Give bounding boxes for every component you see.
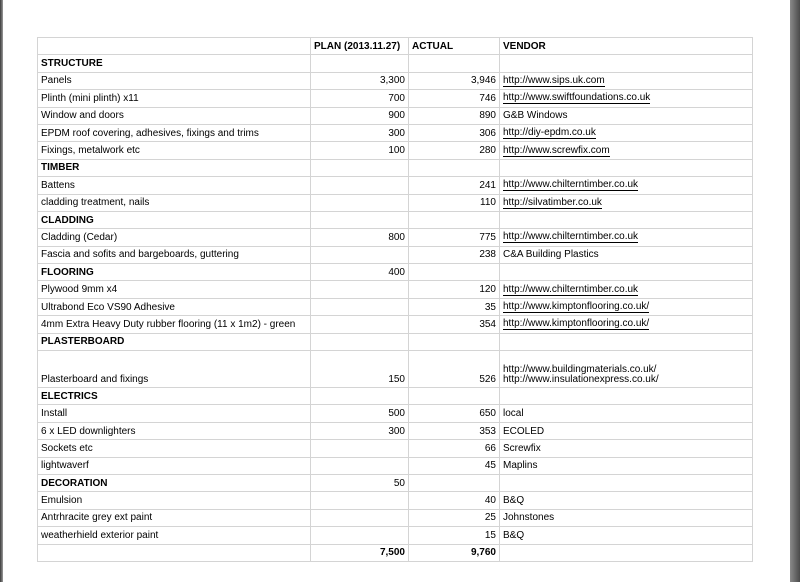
vendor-link[interactable]: http://www.sips.uk.com <box>503 74 605 86</box>
vendor-text: local <box>503 408 524 420</box>
vendor-link[interactable]: http://diy-epdm.co.uk <box>503 127 596 139</box>
item-cell[interactable]: Plinth (mini plinth) x11 <box>38 90 311 107</box>
vendor-text: G&B Windows <box>503 110 568 122</box>
section-row <box>38 388 753 405</box>
item-cell[interactable]: lightwaverf <box>38 457 311 474</box>
header-vendor[interactable]: VENDOR <box>500 38 753 55</box>
plan-cell[interactable] <box>311 440 409 457</box>
vendor-cell[interactable] <box>500 333 753 350</box>
actual-cell[interactable]: 110 <box>409 194 500 211</box>
vendor-cell[interactable] <box>500 72 753 89</box>
vendor-cell[interactable] <box>500 281 753 298</box>
plan-cell[interactable]: 700 <box>311 90 409 107</box>
vendor-cell[interactable] <box>500 544 753 561</box>
vendor-link[interactable]: http://www.kimptonflooring.co.uk/ <box>503 301 650 313</box>
plan-cell[interactable] <box>311 159 409 176</box>
table-row <box>38 142 753 159</box>
plan-cell[interactable] <box>311 527 409 544</box>
item-cell[interactable]: Window and doors <box>38 107 311 124</box>
table-row <box>38 177 753 194</box>
total-row <box>38 544 753 561</box>
plan-cell[interactable] <box>311 246 409 263</box>
actual-cell[interactable]: 45 <box>409 457 500 474</box>
actual-cell[interactable] <box>409 264 500 281</box>
vendor-cell[interactable] <box>500 177 753 194</box>
vendor-cell[interactable] <box>500 55 753 72</box>
item-cell[interactable]: Sockets etc <box>38 440 311 457</box>
vendor-text: Maplins <box>503 460 538 472</box>
actual-cell[interactable]: 35 <box>409 298 500 315</box>
item-cell[interactable]: Panels <box>38 72 311 89</box>
actual-cell[interactable]: 241 <box>409 177 500 194</box>
plan-cell[interactable]: 7,500 <box>311 544 409 561</box>
plan-cell[interactable]: 300 <box>311 124 409 141</box>
section-label-cell[interactable]: STRUCTURE <box>38 55 311 72</box>
vendor-link[interactable]: http://www.screwfix.com <box>503 144 610 156</box>
vendor-text: Screwfix <box>503 442 541 454</box>
vendor-cell[interactable] <box>500 229 753 246</box>
plan-cell[interactable] <box>311 316 409 333</box>
vendor-cell[interactable] <box>500 457 753 474</box>
vendor-text: Johnstones <box>503 512 555 524</box>
vendor-cell[interactable] <box>500 316 753 333</box>
actual-cell[interactable]: 280 <box>409 142 500 159</box>
actual-cell[interactable]: 66 <box>409 440 500 457</box>
section-label-cell[interactable]: TIMBER <box>38 159 311 176</box>
item-cell[interactable]: Battens <box>38 177 311 194</box>
vendor-cell[interactable] <box>500 527 753 544</box>
section-label-cell[interactable]: ELECTRICS <box>38 388 311 405</box>
table-row <box>38 351 753 388</box>
plan-cell[interactable]: 400 <box>311 264 409 281</box>
table-row <box>38 194 753 211</box>
section-label-cell[interactable]: PLASTERBOARD <box>38 333 311 350</box>
vendor-cell[interactable] <box>500 422 753 439</box>
actual-cell[interactable]: 3,946 <box>409 72 500 89</box>
section-row <box>38 55 753 72</box>
vendor-link[interactable]: http://www.chilterntimber.co.uk <box>503 179 639 191</box>
vendor-link[interactable]: http://www.kimptonflooring.co.uk/ <box>503 318 650 330</box>
item-cell[interactable]: Install <box>38 405 311 422</box>
item-cell[interactable]: 4mm Extra Heavy Duty rubber flooring (11 x 1m2) - green <box>38 316 311 333</box>
plan-cell[interactable] <box>311 194 409 211</box>
vendor-text-secondary: http://www.insulationexpress.co.uk/ <box>503 374 659 386</box>
actual-cell[interactable]: 9,760 <box>409 544 500 561</box>
section-row <box>38 159 753 176</box>
section-label-cell[interactable]: CLADDING <box>38 211 311 228</box>
item-cell[interactable]: Fascia and sofits and bargeboards, guttering <box>38 246 311 263</box>
vendor-cell[interactable] <box>500 298 753 315</box>
table-row <box>38 107 753 124</box>
vendor-cell[interactable] <box>500 107 753 124</box>
vendor-cell[interactable] <box>500 405 753 422</box>
plan-cell[interactable]: 3,300 <box>311 72 409 89</box>
vendor-link[interactable]: http://www.chilterntimber.co.uk <box>503 283 639 295</box>
section-row <box>38 333 753 350</box>
vendor-link[interactable]: http://www.swiftfoundations.co.uk <box>503 92 651 104</box>
header-item[interactable] <box>38 38 311 55</box>
plan-cell[interactable]: 300 <box>311 422 409 439</box>
item-cell[interactable]: Plasterboard and fixings <box>38 351 311 388</box>
plan-cell[interactable] <box>311 509 409 526</box>
vendor-cell[interactable] <box>500 194 753 211</box>
plan-cell[interactable] <box>311 55 409 72</box>
item-cell[interactable]: cladding treatment, nails <box>38 194 311 211</box>
plan-cell[interactable]: 900 <box>311 107 409 124</box>
table-row <box>38 527 753 544</box>
actual-cell[interactable]: 353 <box>409 422 500 439</box>
actual-cell[interactable]: 650 <box>409 405 500 422</box>
table-row <box>38 281 753 298</box>
section-label-cell[interactable]: FLOORING <box>38 264 311 281</box>
table-row <box>38 405 753 422</box>
item-cell[interactable]: weatherhield exterior paint <box>38 527 311 544</box>
vendor-text: B&Q <box>503 529 525 541</box>
item-cell[interactable]: EPDM roof covering, adhesives, fixings and trims <box>38 124 311 141</box>
vendor-cell[interactable] <box>500 388 753 405</box>
vendor-text: ECOLED <box>503 425 545 437</box>
plan-cell[interactable] <box>311 211 409 228</box>
vendor-cell[interactable] <box>500 440 753 457</box>
item-cell[interactable]: Emulsion <box>38 492 311 509</box>
table-row <box>38 72 753 89</box>
actual-cell[interactable] <box>409 388 500 405</box>
section-label-cell[interactable]: DECORATION <box>38 474 311 491</box>
table-row <box>38 440 753 457</box>
budget-spreadsheet <box>37 37 753 562</box>
vendor-cell[interactable] <box>500 509 753 526</box>
window-frame-left <box>0 0 3 582</box>
header-plan[interactable]: PLAN (2013.11.27) <box>311 38 409 55</box>
vendor-cell[interactable] <box>500 159 753 176</box>
section-row <box>38 211 753 228</box>
vendor-text: B&Q <box>503 495 525 507</box>
actual-cell[interactable] <box>409 55 500 72</box>
section-row <box>38 474 753 491</box>
vendor-cell[interactable] <box>500 492 753 509</box>
vendor-cell[interactable] <box>500 124 753 141</box>
table-row <box>38 457 753 474</box>
plan-cell[interactable]: 500 <box>311 405 409 422</box>
actual-cell[interactable]: 746 <box>409 90 500 107</box>
plan-cell[interactable] <box>311 492 409 509</box>
vendor-cell[interactable] <box>500 90 753 107</box>
vendor-text: C&A Building Plastics <box>503 249 599 261</box>
table-row <box>38 492 753 509</box>
plan-cell[interactable] <box>311 281 409 298</box>
vendor-cell[interactable] <box>500 142 753 159</box>
actual-cell[interactable]: 40 <box>409 492 500 509</box>
plan-cell[interactable] <box>311 298 409 315</box>
actual-cell[interactable]: 354 <box>409 316 500 333</box>
plan-cell[interactable]: 800 <box>311 229 409 246</box>
header-actual[interactable]: ACTUAL <box>409 38 500 55</box>
item-cell[interactable]: Antrhracite grey ext paint <box>38 509 311 526</box>
item-cell[interactable]: 6 x LED downlighters <box>38 422 311 439</box>
table-row <box>38 298 753 315</box>
plan-cell[interactable]: 100 <box>311 142 409 159</box>
actual-cell[interactable]: 120 <box>409 281 500 298</box>
actual-cell[interactable] <box>409 474 500 491</box>
item-cell[interactable]: Fixings, metalwork etc <box>38 142 311 159</box>
window-frame-right <box>790 0 800 582</box>
vendor-cell[interactable] <box>500 246 753 263</box>
section-row <box>38 264 753 281</box>
vendor-text: http://www.buildingmaterials.co.uk/ <box>503 364 657 376</box>
plan-cell[interactable] <box>311 177 409 194</box>
actual-cell[interactable]: 306 <box>409 124 500 141</box>
vendor-link[interactable]: http://silvatimber.co.uk <box>503 196 602 208</box>
vendor-cell[interactable] <box>500 474 753 491</box>
actual-cell[interactable]: 25 <box>409 509 500 526</box>
item-cell[interactable]: Ultrabond Eco VS90 Adhesive <box>38 298 311 315</box>
plan-cell[interactable]: 150 <box>311 351 409 388</box>
actual-cell[interactable]: 890 <box>409 107 500 124</box>
header-row <box>38 38 753 55</box>
table-row <box>38 422 753 439</box>
table-row <box>38 509 753 526</box>
vendor-cell[interactable] <box>500 264 753 281</box>
plan-cell[interactable] <box>311 333 409 350</box>
vendor-cell[interactable] <box>500 211 753 228</box>
actual-cell[interactable]: 526 <box>409 351 500 388</box>
actual-cell[interactable] <box>409 333 500 350</box>
item-cell[interactable]: Cladding (Cedar) <box>38 229 311 246</box>
plan-cell[interactable]: 50 <box>311 474 409 491</box>
table-row <box>38 246 753 263</box>
table-row <box>38 229 753 246</box>
actual-cell[interactable]: 15 <box>409 527 500 544</box>
item-cell[interactable] <box>38 544 311 561</box>
table-row <box>38 90 753 107</box>
vendor-link[interactable]: http://www.chilterntimber.co.uk <box>503 231 639 243</box>
vendor-cell[interactable] <box>500 351 753 388</box>
plan-cell[interactable] <box>311 457 409 474</box>
item-cell[interactable]: Plywood 9mm x4 <box>38 281 311 298</box>
plan-cell[interactable] <box>311 388 409 405</box>
actual-cell[interactable] <box>409 211 500 228</box>
actual-cell[interactable] <box>409 159 500 176</box>
actual-cell[interactable]: 775 <box>409 229 500 246</box>
table-row <box>38 124 753 141</box>
actual-cell[interactable]: 238 <box>409 246 500 263</box>
table-row <box>38 316 753 333</box>
